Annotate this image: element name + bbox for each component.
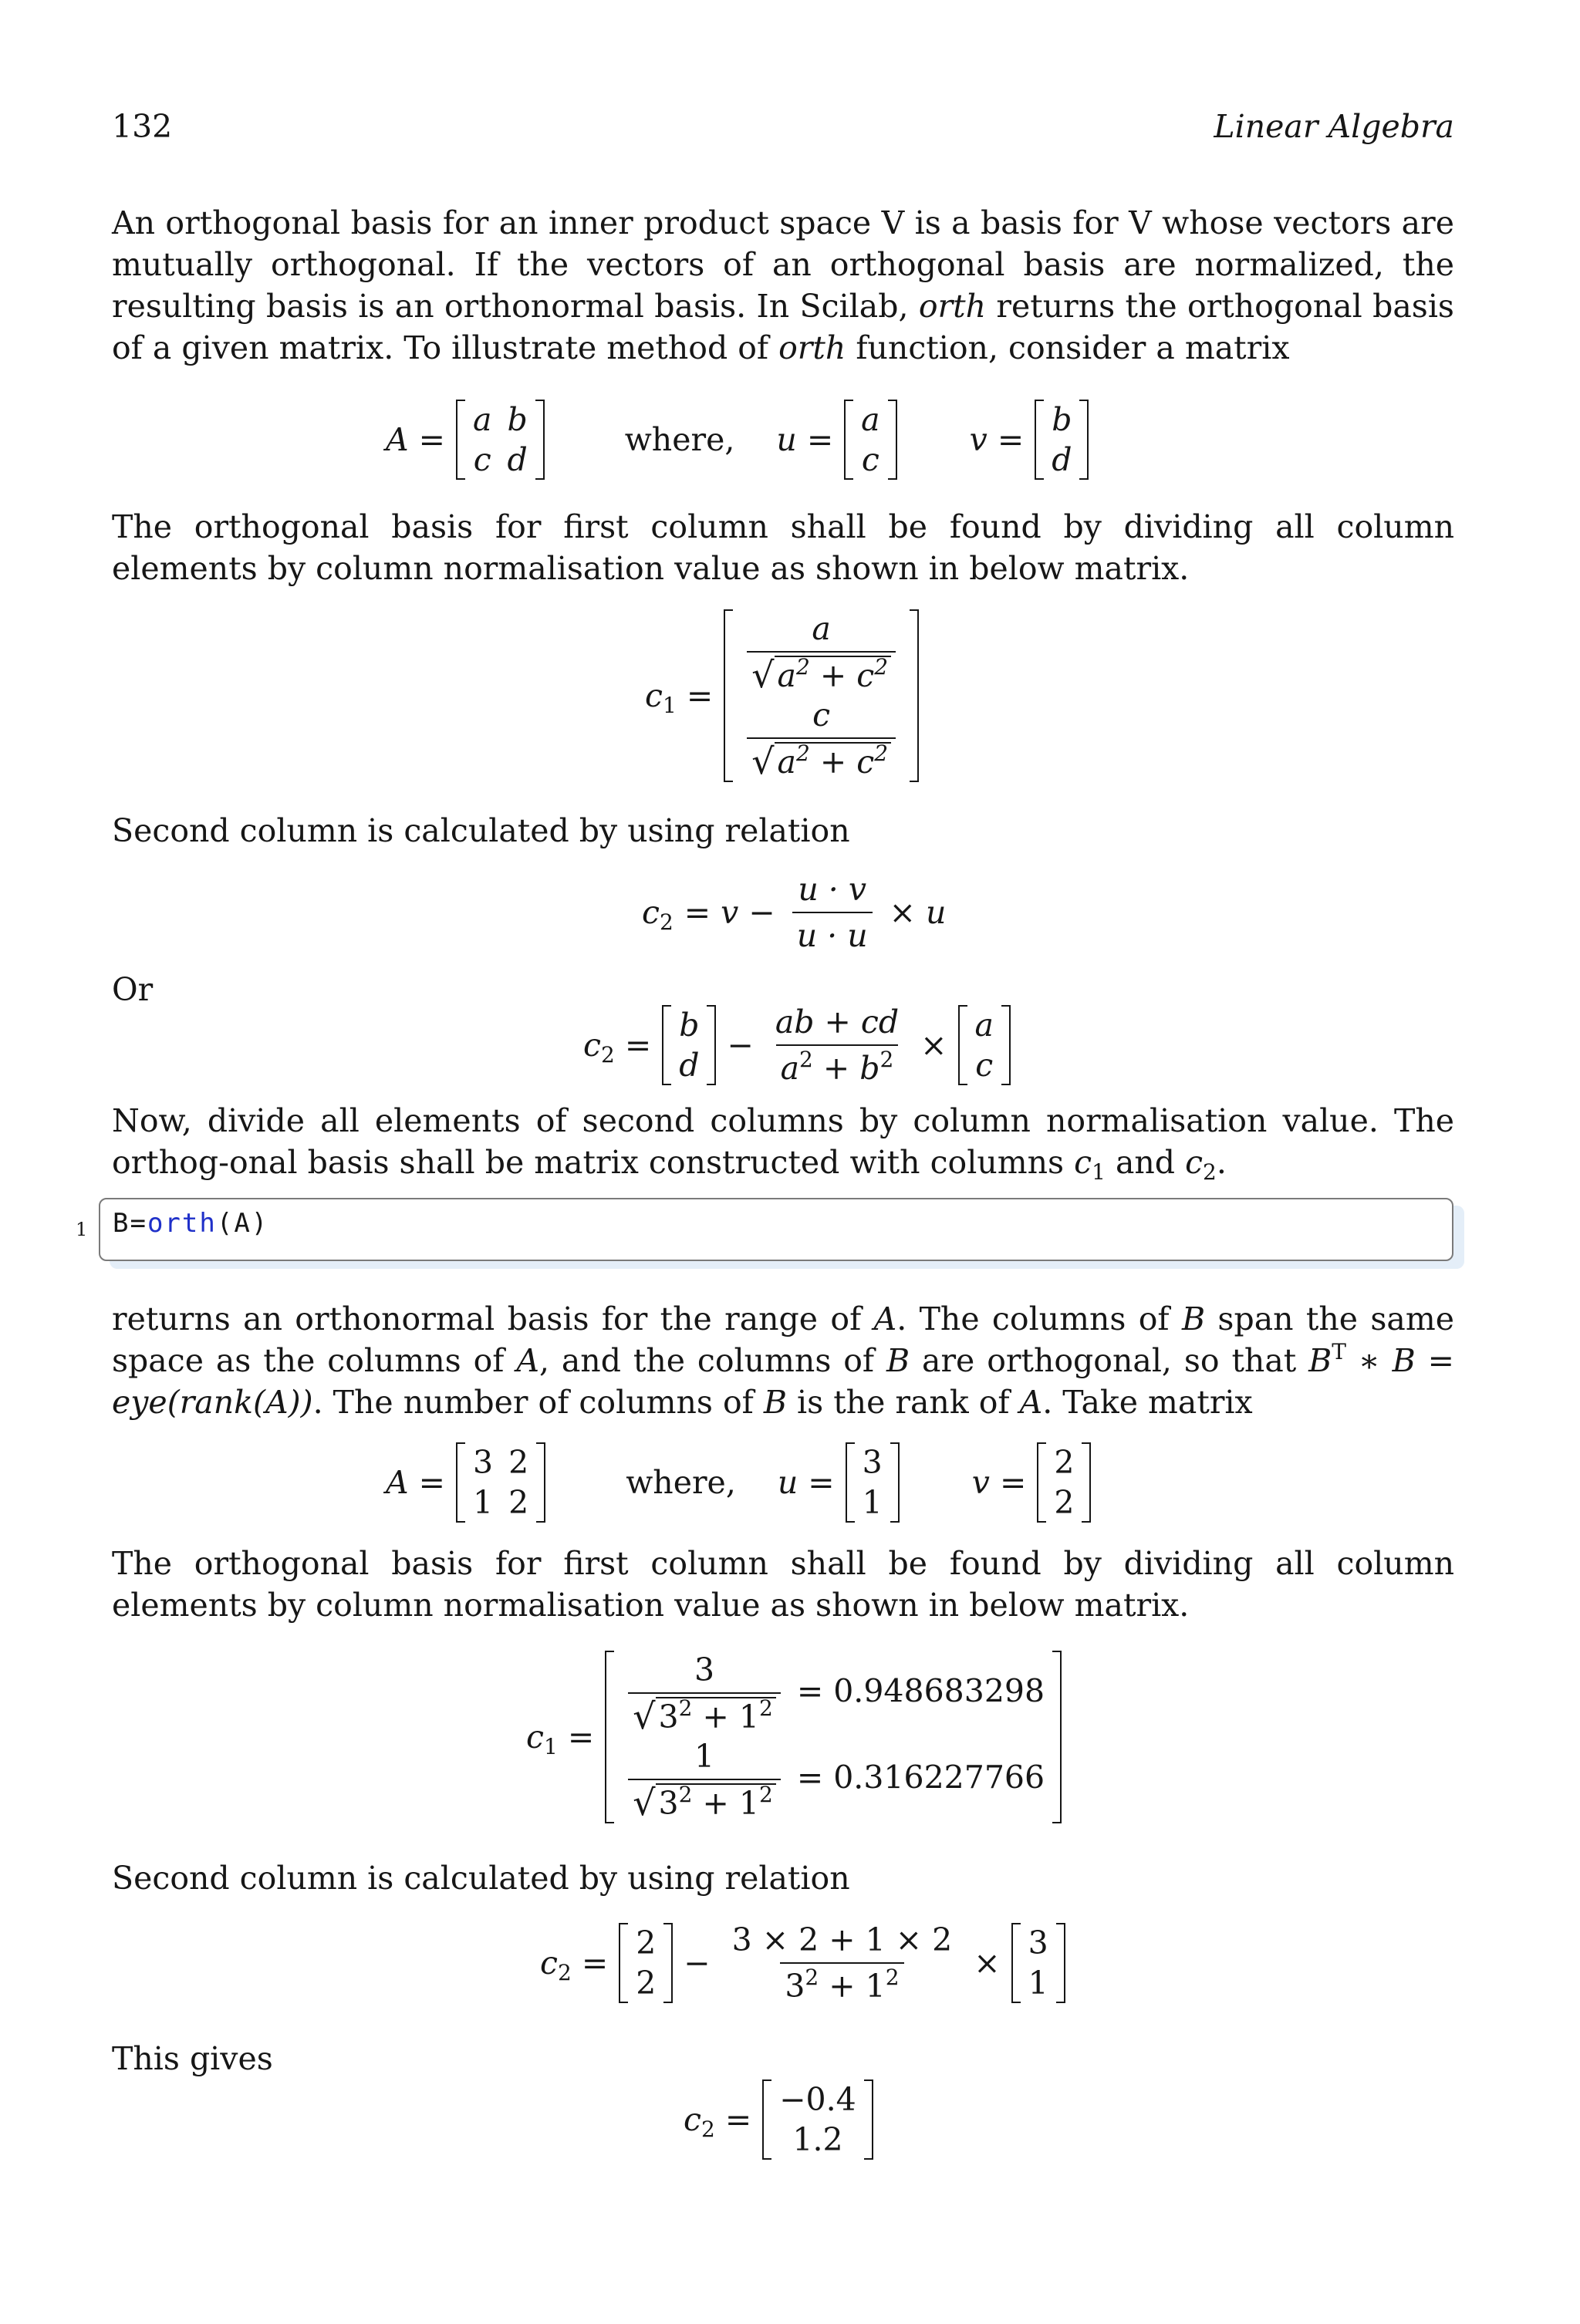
vector-v bbox=[1037, 1442, 1091, 1523]
paragraph-first-column: The orthogonal basis for first column shall be found by dividing all column elements by column normalisation value as shown in below matrix. bbox=[112, 508, 1454, 587]
code-listing bbox=[99, 1198, 1453, 1261]
c2-lhs: $c_2$ = bbox=[540, 1945, 609, 1985]
matrix-cell: d bbox=[1052, 441, 1072, 478]
page-number: 132 bbox=[112, 108, 173, 145]
vector-v bbox=[1035, 400, 1089, 480]
c1-numeric-matrix bbox=[605, 1651, 1062, 1823]
c1-fraction-bottom: c √ $a^2 + c^2$ bbox=[747, 696, 896, 782]
page-header bbox=[112, 108, 1454, 154]
matrix-cell: 2 bbox=[1054, 1444, 1075, 1481]
matrix-cell: 2 bbox=[1054, 1484, 1075, 1521]
matrix-cell: d bbox=[507, 441, 528, 478]
where-label: where, bbox=[626, 1464, 736, 1501]
matrix-cell: 1 bbox=[862, 1484, 883, 1521]
matrix-cell: 3 bbox=[1028, 1924, 1048, 1961]
paragraph-normalise-second-column: Now, divide all elements of second columns by column normalisation value. The orthog-onal basis shall be matrix constructed with columns $c_1$ and $c_2$. bbox=[112, 1102, 1454, 1185]
times-sign: × bbox=[920, 1027, 947, 1064]
c2-lhs: $c_2$ = bbox=[583, 1027, 652, 1068]
equation-matrix-a-symbolic bbox=[386, 400, 1089, 480]
code-keyword-orth: orth bbox=[147, 1208, 217, 1239]
matrix-cell: 2 bbox=[636, 1924, 657, 1961]
a-matrix-lhs: A = bbox=[386, 1464, 445, 1501]
matrix-cell: c bbox=[861, 441, 879, 478]
matrix-cell: a bbox=[861, 401, 880, 438]
equation-c1-symbolic bbox=[645, 609, 919, 782]
equation-matrix-a-numeric bbox=[386, 1442, 1091, 1523]
matrix-cell: 2 bbox=[508, 1444, 529, 1481]
c1-lhs: $c_1$ = bbox=[526, 1719, 595, 1759]
projection-fraction: $\frac{u \cdot v}{u \cdot u}$ bbox=[792, 870, 873, 955]
times-sign: × bbox=[974, 1945, 1001, 1982]
matrix-cell: 3 bbox=[862, 1444, 883, 1481]
equation-c2-result bbox=[684, 2079, 873, 2160]
times-u: × u bbox=[889, 894, 947, 931]
vector-u bbox=[1011, 1923, 1065, 2003]
matrix-a bbox=[456, 1442, 545, 1523]
paragraph-second-column-relation: Second column is calculated by using relation bbox=[112, 812, 850, 849]
matrix-a bbox=[456, 400, 545, 480]
c1-matrix bbox=[724, 609, 919, 782]
matrix-cell: 2 bbox=[508, 1484, 529, 1521]
matrix-cell: 1.2 bbox=[792, 2121, 843, 2158]
coefficient-fraction: $\frac{3 \times 2 + 1 \times 2}{3^2 + 1^2}$ bbox=[731, 1921, 953, 2005]
coefficient-fraction: $\frac{ab + cd}{a^2 + b^2}$ bbox=[775, 1003, 900, 1087]
u-vector-lhs: u = bbox=[776, 421, 834, 458]
vector-v bbox=[619, 1923, 673, 2003]
matrix-cell: 3 bbox=[473, 1444, 494, 1481]
paragraph-orth-description: returns an orthonormal basis for the range of A. The columns of B span the same space as the columns of A, and the columns of B are orthogonal, so that $B^T$ ∗ B = eye(rank(A)). The number of columns of B is the rank of A. Take matrix bbox=[112, 1300, 1454, 1421]
c1-fraction-top: 3 √ $3^2 + 1^2$ bbox=[628, 1651, 781, 1737]
a-matrix-lhs: A = bbox=[386, 421, 445, 458]
v-vector-lhs: v = bbox=[969, 421, 1025, 458]
matrix-cell: a bbox=[974, 1007, 994, 1044]
this-gives-label: This gives bbox=[112, 2040, 273, 2077]
minus-sign: − bbox=[684, 1945, 711, 1982]
matrix-cell: 2 bbox=[636, 1965, 657, 2002]
equation-c2-numeric bbox=[540, 1921, 1065, 2005]
matrix-cell: d bbox=[679, 1047, 700, 1084]
matrix-cell: b bbox=[679, 1007, 700, 1044]
matrix-cell: −0.4 bbox=[779, 2081, 856, 2118]
vector-v bbox=[662, 1005, 716, 1085]
vector-u bbox=[846, 1442, 900, 1523]
c1-fraction-top: a √ $a^2 + c^2$ bbox=[747, 609, 896, 696]
or-label: Or bbox=[112, 971, 154, 1008]
code-line: B=orth(A) bbox=[113, 1208, 269, 1239]
u-vector-lhs: u = bbox=[777, 1464, 835, 1501]
c1-value-top: = 0.948683298 bbox=[796, 1672, 1045, 1710]
matrix-cell: b bbox=[507, 401, 528, 438]
matrix-cell: c bbox=[975, 1047, 994, 1084]
c1-lhs: $c_1$ = bbox=[645, 677, 714, 718]
matrix-cell: c bbox=[473, 441, 491, 478]
paragraph-first-column-numeric: The orthogonal basis for first column shall be found by dividing all column elements by column normalisation value as shown in below matrix. bbox=[112, 1545, 1454, 1624]
v-vector-lhs: v = bbox=[971, 1464, 1027, 1501]
where-label: where, bbox=[624, 421, 735, 458]
equation-c1-numeric bbox=[526, 1651, 1062, 1823]
equation-c2-expanded bbox=[583, 1003, 1011, 1088]
c1-value-bottom: = 0.316227766 bbox=[796, 1759, 1045, 1796]
matrix-cell: 1 bbox=[473, 1484, 494, 1521]
c1-fraction-bottom: 1 √ $3^2 + 1^2$ bbox=[628, 1737, 781, 1823]
matrix-cell: b bbox=[1052, 401, 1072, 438]
vector-u bbox=[958, 1005, 1011, 1085]
code-line-number: 1 bbox=[76, 1219, 88, 1240]
paragraph-second-column-relation-numeric: Second column is calculated by using relation bbox=[112, 1860, 850, 1897]
minus-sign: − bbox=[727, 1027, 754, 1064]
equation-c2-relation bbox=[642, 870, 946, 955]
matrix-cell: 1 bbox=[1028, 1965, 1048, 2002]
c2-minus-v: = v − bbox=[684, 894, 775, 931]
vector-u bbox=[844, 400, 896, 480]
c2-lhs: $c_2$ = bbox=[684, 2101, 752, 2142]
paragraph-orthogonal-basis-intro: An orthogonal basis for an inner product space V is a basis for V whose vectors are mutually orthogonal. If the vectors of an orthogonal basis are normalized, the resulting basis is an orthonormal basis. In Scilab, orth returns the orthogonal basis of a given matrix. To illustrate method of orth function, consider a matrix bbox=[112, 204, 1454, 366]
matrix-cell: a bbox=[473, 401, 492, 438]
c2-lhs: $c_2$ bbox=[642, 894, 674, 935]
c2-result-vector bbox=[762, 2079, 873, 2160]
running-title: Linear Algebra bbox=[1214, 108, 1454, 145]
